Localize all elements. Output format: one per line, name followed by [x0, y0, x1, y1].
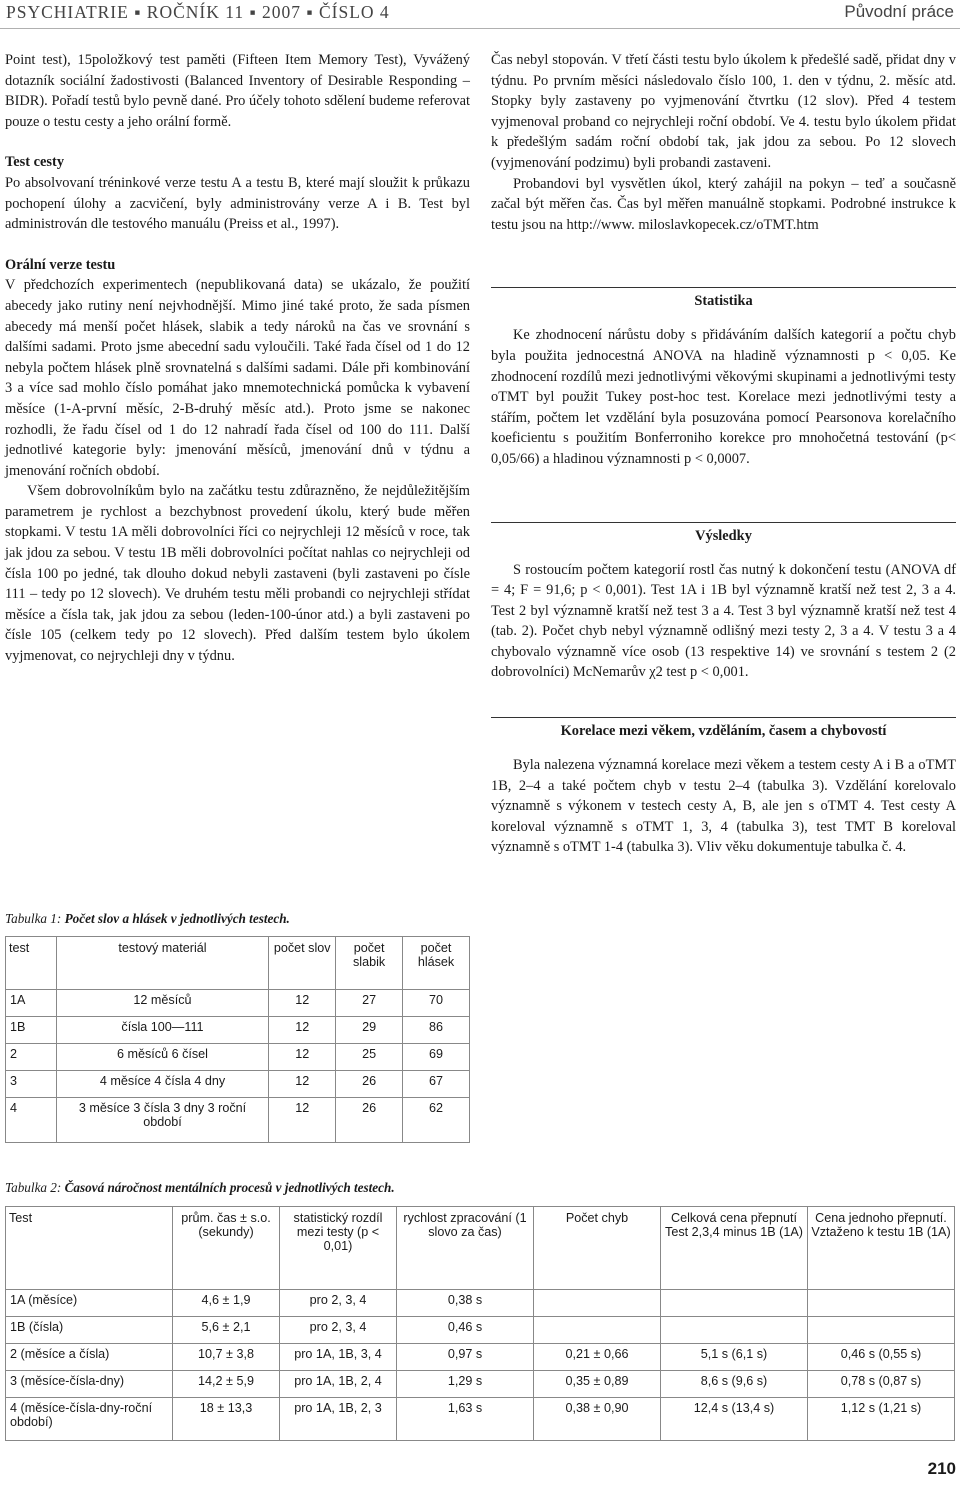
table1-cell: 62 [403, 1098, 470, 1143]
table1-cell: 26 [336, 1071, 403, 1098]
table2-cell [661, 1317, 808, 1344]
table1-cell: 6 měsíců 6 čísel [56, 1044, 269, 1071]
right-column [491, 50, 956, 858]
table2-header: statistický rozdíl mezi testy (p < 0,01) [280, 1207, 397, 1290]
table2-cell: 14,2 ± 5,9 [173, 1371, 280, 1398]
table2-cell [534, 1317, 661, 1344]
table2-cell: 1,12 s (1,21 s) [808, 1398, 955, 1441]
page-number: 210 [927, 1459, 956, 1478]
table2-header: Počet chyb [534, 1207, 661, 1290]
table2-cell [534, 1290, 661, 1317]
table2-cell: 12,4 s (13,4 s) [661, 1398, 808, 1441]
table1-cell: 1A [6, 990, 57, 1017]
table-row [6, 1317, 955, 1344]
table2-header: Celková cena přepnutí Test 2,3,4 minus 1B (1A) [661, 1207, 808, 1290]
table2-cell: 4 (měsíce-čísla-dny-roční období) [6, 1398, 173, 1441]
table-row [6, 1344, 955, 1371]
section-label: Původní práce [844, 2, 954, 21]
table2-caption-prefix: Tabulka 2: [5, 1180, 62, 1195]
table2-caption [5, 1180, 395, 1196]
table2-cell: 5,1 s (6,1 s) [661, 1344, 808, 1371]
left-column [5, 50, 470, 667]
table1-cell: 12 [269, 1071, 336, 1098]
intro-paragraph: Point test), 15položkový test paměti (Fifteen Item Memory Test), Vyvážený dotazník sociální žadostivosti (Balanced Inventory of Desirable Responding – BIDR). Pořadí testů bylo pevně dané. Pro účely tohoto sdělení budeme referovat pouze o testu cesty a jeho orální formě. [5, 52, 470, 130]
paragraph-statistika: Ke zhodnocení nárůstu doby s přidáváním dalších kategorií a počtu chyb byla použita jednocestná ANOVA na hladině významnosti p < 0,05. Ke zhodnocení rozdílů mezi jednotlivými věkovými skupinami a jednotlivými testy oTMT byl použit Tukey post-hoc test. Korelace mezi jednotlivými testy a stářím, počtem let vzdělání byla posuzována pomocí Pearsonova korelačního koeficientu s použitím Bonferroniho korekce pro mnohočetná testování (p< 0,05/66) a hladinou významnosti p < 0,0007. [491, 327, 956, 467]
table1-cell: 12 [269, 1098, 336, 1143]
table2-cell: 0,46 s (0,55 s) [808, 1344, 955, 1371]
table1-caption-title: Počet slov a hlásek v jednotlivých testech. [64, 911, 290, 926]
table1-cell: 26 [336, 1098, 403, 1143]
running-header [0, 0, 960, 29]
table2-cell: 5,6 ± 2,1 [173, 1317, 280, 1344]
table2-cell [661, 1290, 808, 1317]
table1-header: testový materiál [56, 937, 269, 990]
table-row [6, 1044, 470, 1071]
table2-cell: 0,46 s [397, 1317, 534, 1344]
table2-cell: 4,6 ± 1,9 [173, 1290, 280, 1317]
table2-header: Test [6, 1207, 173, 1290]
table2-header: rychlost zpracování (1 slovo za čas) [397, 1207, 534, 1290]
table2-cell: 0,97 s [397, 1344, 534, 1371]
table2-cell: 18 ± 13,3 [173, 1398, 280, 1441]
table2-header: prům. čas ± s.o. (sekundy) [173, 1207, 280, 1290]
table2-cell: 0,35 ± 0,89 [534, 1371, 661, 1398]
table2-cell: 10,7 ± 3,8 [173, 1344, 280, 1371]
table1-cell: 12 [269, 990, 336, 1017]
paragraph-dobrovolnici: Všem dobrovolníkům bylo na začátku testu zdůrazněno, že nejdůležitějším parametrem je rychlost a bezchybnost provedení úkolu, který bude měřen stopkami. V testu 1A měli dobrovolníci říci co nejrychleji 12 měsíců v roce, tak jak jdou za sebou. V testu 1B měli dobrovolníci počítat nahlas co nejrychleji od čísla 100 po jedné, tak dlouho dokud nebyli zastaveni (byli zastaveni po čísle 111 – tedy po 12 slovech). Ve druhém testu měli probandi co nejrychleji střídat měsíce a čísla tak, jak jdou za sebou (leden-100-únor atd.) a byli zastaveni po čísle 105 (celkem tedy po 12 slovech). Před dalším testem bylo úkolem vyjmenovat, co nejrychleji dny v týdnu. [5, 483, 470, 665]
table2-header-row [6, 1207, 955, 1290]
table-row [6, 990, 470, 1017]
table1-cell: čísla 100—111 [56, 1017, 269, 1044]
table1-cell: 4 [6, 1098, 57, 1143]
table1-cell: 1B [6, 1017, 57, 1044]
paragraph-vysledky: S rostoucím počtem kategorií rostl čas nutný k dokončení testu (ANOVA df = 4; F = 91,6; p < 0,001). Test 1A i 1B byl významně kratší než test 2, 3 a 4. Test 2 byl významně kratší než test 3 a 4. Test 3 byl významně kratší než test 4 (tab. 2). Počet chyb nebyl významně odlišný mezi testy 2, 3 a 4. V testu 3 a 4 chybovalo významně více osob (13 respektive 14) ve srovnání s testem 2 (2 dobrovolníci) McNemarův χ2 test p < 0,001. [491, 561, 956, 681]
table2-cell: 8,6 s (9,6 s) [661, 1371, 808, 1398]
table2-cell: 3 (měsíce-čísla-dny) [6, 1371, 173, 1398]
paragraph-korelace: Byla nalezena významná korelace mezi věkem a testem cesty A i B a oTMT 1B, 2–4 a také počtem chyb v testu 2–4 (tabulka 3). Vzdělání korelovalo významně s výkonem v testech cesty A, B, ale jen s oTMT 4. Test cesty A koreloval významně s oTMT 1, 3, 4 (tabulka 3), test TMT B koreloval významně s oTMT 1-4 (tabulka 3). Vliv věku dokumentuje tabulka č. 4. [491, 757, 956, 856]
heading-oralni-verze: Orální verze testu [5, 256, 116, 273]
table2-cell: 0,38 s [397, 1290, 534, 1317]
table1-cell: 25 [336, 1044, 403, 1071]
table2-cell: 2 (měsíce a čísla) [6, 1344, 173, 1371]
table1-header: počet hlásek [403, 937, 470, 990]
table2-cell: 1A (měsíce) [6, 1290, 173, 1317]
heading-statistika: Statistika [491, 287, 956, 311]
table1-cell: 12 [269, 1017, 336, 1044]
heading-vysledky: Výsledky [491, 522, 956, 546]
table1-cell: 29 [336, 1017, 403, 1044]
table1-cell: 69 [403, 1044, 470, 1071]
table2-cell: pro 2, 3, 4 [280, 1317, 397, 1344]
paragraph-cas: Čas nebyl stopován. V třetí části testu bylo úkolem k předešlé sadě, přidat dny v týdnu. Po prvním měsíci následovalo číslo 100, 1. den v týdnu, 2. měsíc atd. Stopky byly zastaveny po vyjmenování čtvrtku (12 slov). Před 4 testem vyjmenoval proband co nejrychleji roční období. Ve 4. testu bylo úkolem přidat k předešlým sadám roční období tak, jak jdou za sebou. Po 12 slovech (vyjmenování podzimu) byli probandi zastaveni. [491, 52, 956, 171]
table-row [6, 1371, 955, 1398]
table-2 [5, 1206, 955, 1441]
table1-header: test [6, 937, 57, 990]
paragraph-oralni-verze: V předchozích experimentech (nepublikovaná data) se ukázalo, že použití abecedy jako rutiny není nejvhodnější. Mimo jiné také proto, že sada písmen abecedy má menší počet hlásek, slabik a tedy nároků na čas ve srovnání s dalšími sadami. Proto jsme abecední sadu vyloučili. Také řada čísel od 1 do 12 nebyla počtem hlásek plně srovnatelná s dalšími sadami. Dále při kombinování 3 a více sad mohlo číslo pomáhat jako mnemotechnická pomůcka k vybavení měsíce (1-A-první měsíc, 2-B-druhý měsíc atd.). Proto jsme se nakonec rozhodli, že řadu čísel od 1 do 12 nahradí řada čísel od 100 do 111. Další jednotlivé kategorie byly: jmenování měsíců, jmenování dnů v týdnu a jmenování ročních období. [5, 277, 470, 479]
table1-cell: 12 měsíců [56, 990, 269, 1017]
table1-caption [5, 911, 290, 927]
table2-cell: pro 1A, 1B, 2, 3 [280, 1398, 397, 1441]
table2-cell: 0,38 ± 0,90 [534, 1398, 661, 1441]
table2-cell: pro 1A, 1B, 2, 4 [280, 1371, 397, 1398]
table-row [6, 1071, 470, 1098]
table-1 [5, 936, 470, 1143]
heading-korelace: Korelace mezi věkem, vzděláním, časem a chybovostí [491, 717, 956, 741]
table2-cell: 0,21 ± 0,66 [534, 1344, 661, 1371]
table1-cell: 3 měsíce 3 čísla 3 dny 3 roční období [56, 1098, 269, 1143]
table-row [6, 1290, 955, 1317]
table-row [6, 1398, 955, 1441]
table1-header-row [6, 937, 470, 990]
table2-header: Cena jednoho přepnutí. Vztaženo k testu 1B (1A) [808, 1207, 955, 1290]
table2-caption-title: Časová náročnost mentálních procesů v jednotlivých testech. [64, 1180, 395, 1195]
heading-test-cesty: Test cesty [5, 154, 65, 171]
paragraph-instrukce: Probandovi byl vysvětlen úkol, který zahájil na pokyn – teď a současně začal být měřen čas. Čas byl měřen manuálně stopkami. Podrobné instrukce k testu jsou na http://www. miloslavkopecek.cz/oTMT.htm [491, 175, 956, 233]
table2-cell: 1B (čísla) [6, 1317, 173, 1344]
table1-header: počet slov [269, 937, 336, 990]
table2-cell: pro 2, 3, 4 [280, 1290, 397, 1317]
paragraph-test-cesty: Po absolvovaní tréninkové verze testu A a testu B, které mají sloužit k průkazu pochopení úlohy a zacvičení, byly administrovány verze A i B. Test byl administrován dle testového manuálu (Preiss et al., 1997). [5, 174, 470, 233]
table1-cell: 4 měsíce 4 čísla 4 dny [56, 1071, 269, 1098]
table1-cell: 67 [403, 1071, 470, 1098]
table1-cell: 3 [6, 1071, 57, 1098]
table2-cell [808, 1317, 955, 1344]
table2-cell: 1,29 s [397, 1371, 534, 1398]
table2-cell: 1,63 s [397, 1398, 534, 1441]
table-row [6, 1017, 470, 1044]
table1-cell: 12 [269, 1044, 336, 1071]
table1-cell: 2 [6, 1044, 57, 1071]
table-row [6, 1098, 470, 1143]
table2-cell [808, 1290, 955, 1317]
table1-cell: 86 [403, 1017, 470, 1044]
table1-cell: 27 [336, 990, 403, 1017]
table1-header: počet slabik [336, 937, 403, 990]
table1-cell: 70 [403, 990, 470, 1017]
table2-cell: 0,78 s (0,87 s) [808, 1371, 955, 1398]
journal-title: PSYCHIATRIE ▪ ROČNÍK 11 ▪ 2007 ▪ ČÍSLO 4 [6, 2, 390, 22]
table2-cell: pro 1A, 1B, 3, 4 [280, 1344, 397, 1371]
table1-caption-prefix: Tabulka 1: [5, 911, 62, 926]
